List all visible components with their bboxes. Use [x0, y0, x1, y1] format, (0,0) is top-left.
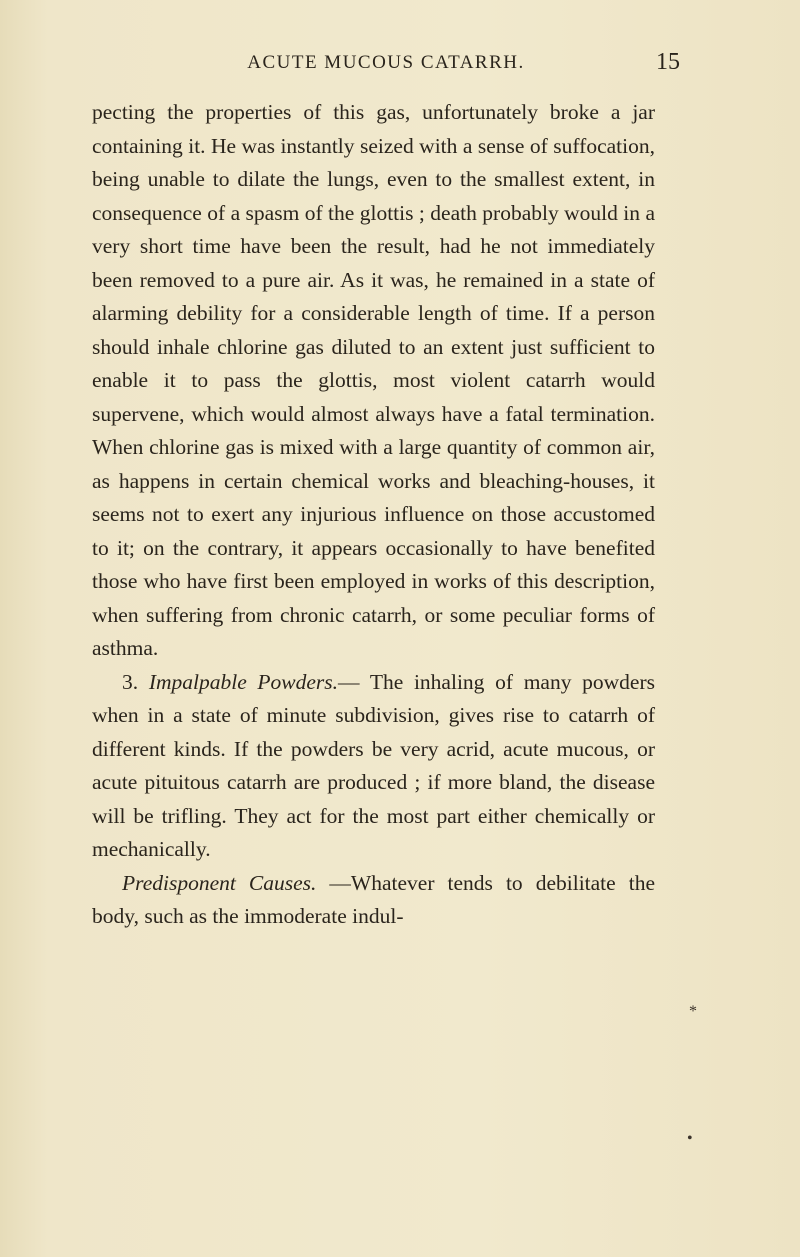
margin-dot-mark: •: [687, 1130, 693, 1147]
section-heading-impalpable-powders: Impalpable Powders.: [148, 669, 339, 694]
paragraph-impalpable-powders: [92, 666, 655, 867]
section-heading-predisponent-causes: Predisponent Causes.: [122, 870, 317, 895]
paragraph-text: — The inhaling of many powders when in a state of minute subdivision, gives rise to catarrh of different kinds. If the powders be very acrid, acute mucous, or acute pituitous catarrh are produced ; if more bland, the disease will be trifling. They act for the most part either chemically or mechanically.: [92, 669, 655, 861]
paragraph-chlorine: pecting the properties of this gas, unfortunately broke a jar containing it. He was instantly seized with a sense of suffocation, being unable to dilate the lungs, even to the smallest extent, in consequence of a spasm of the glottis ; death probably would in a very short time have been the result, had he not immediately been removed to a pure air. As it was, he remained in a state of alarming debility for a considerable length of time. If a person should inhale chlorine gas diluted to an extent just sufficient to enable it to pass the glottis, most violent catarrh would supervene, which would almost always have a fatal termination. When chlorine gas is mixed with a large quantity of common air, as happens in certain chemical works and bleaching-houses, it seems not to exert any injurious influence on those accustomed to it; on the contrary, it appears occasionally to have benefited those who have first been employed in works of this description, when suffering from chronic catarrh, or some peculiar forms of asthma.: [92, 100, 655, 660]
paragraph-text: —Whatever tends to debilitate the body, such as the immoderate indul-: [92, 870, 656, 928]
page-header: [92, 49, 680, 82]
paragraph-predisponent-causes: [92, 867, 655, 934]
running-head: ACUTE MUCOUS CATARRH.: [247, 52, 525, 73]
section-number: 3.: [122, 669, 139, 694]
margin-asterisk-mark: *: [689, 1003, 697, 1020]
body-text: [92, 96, 655, 934]
page-number: 15: [656, 49, 680, 75]
